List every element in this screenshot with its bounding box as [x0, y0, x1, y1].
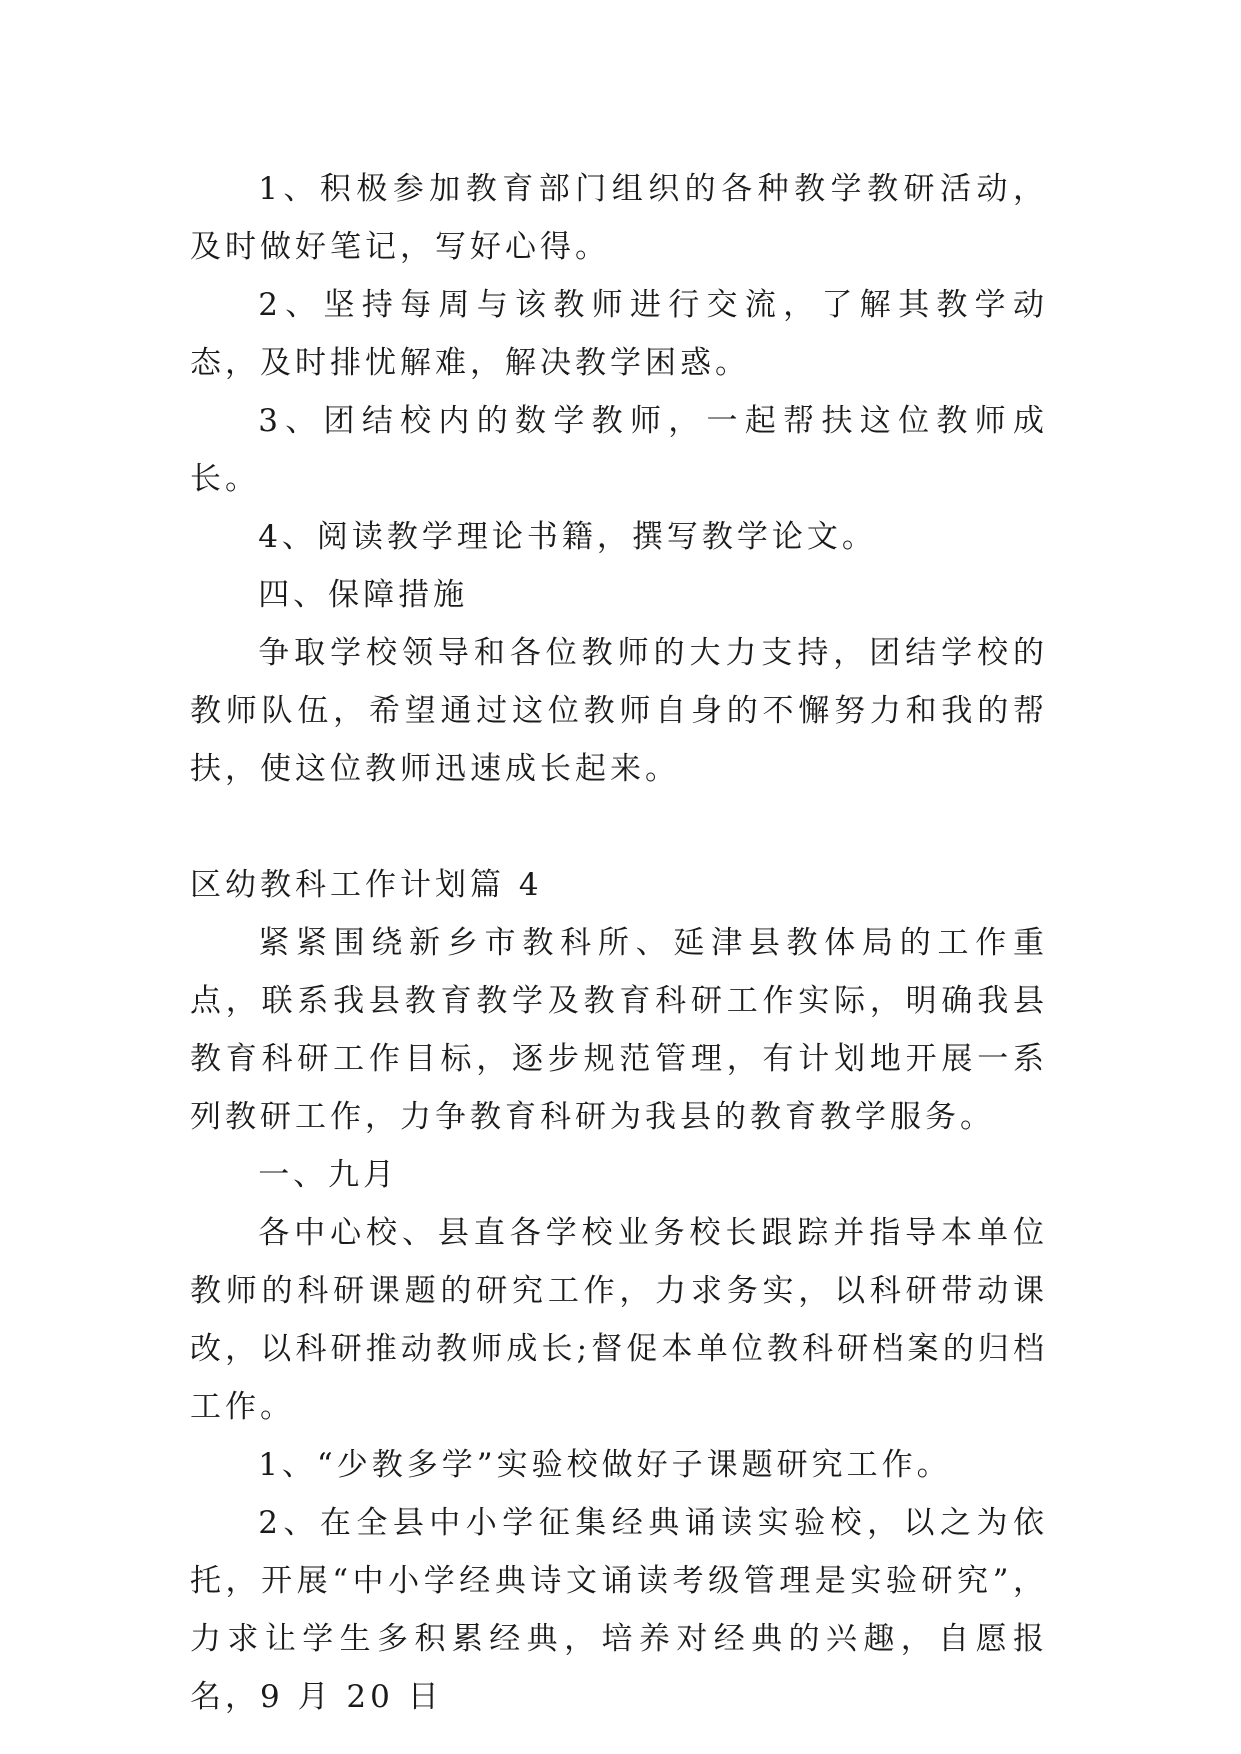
list-item-2: 2、在全县中小学征集经典诵读实验校，以之为依托，开展“中小学经典诗文诵读考级管理是实验研究”，力求让学生多积累经典，培养对经典的兴趣，自愿报名，9 月 20 日 [190, 1505, 1048, 1715]
paragraph-september: 各中心校、县直各学校业务校长跟踪并指导本单位教师的科研课题的研究工作，力求务实，以科研带动课改，以科研推动教师成长;督促本单位教科研档案的归档工作。 [190, 1215, 1048, 1425]
document-body [190, 160, 1048, 1726]
section-title: 区幼教科工作计划篇 4 [190, 867, 543, 903]
paragraph-item-4: 4、阅读教学理论书籍，撰写教学论文。 [258, 519, 877, 555]
paragraph-intro: 紧紧围绕新乡市教科所、延津县教体局的工作重点，联系我县教育教学及教育科研工作实际，明确我县教育科研工作目标，逐步规范管理，有计划地开展一系列教研工作，力争教育科研为我县的教育教学服务。 [190, 925, 1048, 1135]
heading-support-measures: 四、保障措施 [258, 577, 469, 613]
paragraph-item-2: 2、坚持每周与该教师进行交流，了解其教学动态，及时排忧解难，解决教学困惑。 [190, 287, 1048, 381]
paragraph-item-3: 3、团结校内的数学教师，一起帮扶这位教师成长。 [190, 403, 1048, 497]
paragraph-item-1: 1、积极参加教育部门组织的各种教学教研活动，及时做好笔记，写好心得。 [190, 171, 1048, 265]
list-item-1: 1、“少教多学”实验校做好子课题研究工作。 [258, 1447, 952, 1483]
paragraph-support: 争取学校领导和各位教师的大力支持，团结学校的教师队伍，希望通过这位教师自身的不懈努力和我的帮扶，使这位教师迅速成长起来。 [190, 635, 1048, 787]
heading-september: 一、九月 [258, 1157, 399, 1193]
